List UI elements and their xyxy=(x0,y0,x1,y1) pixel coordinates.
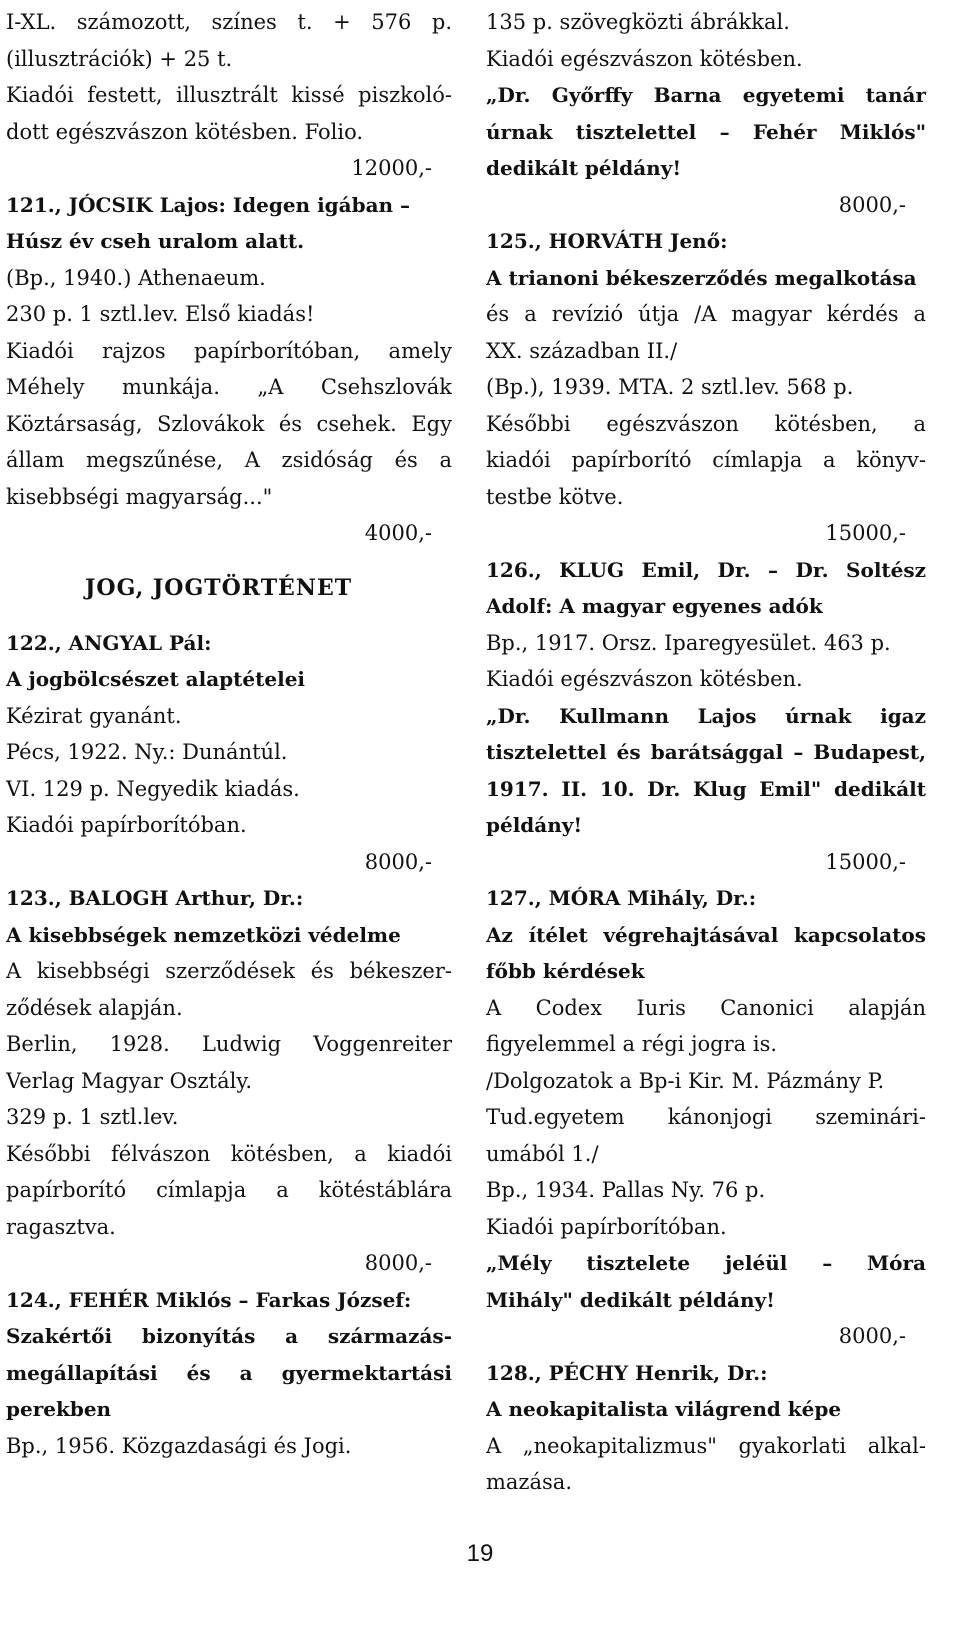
page-number: 19 xyxy=(466,1540,494,1567)
text-line: perekben xyxy=(6,1397,112,1421)
text-line: 128., PÉCHY Henrik, Dr.: xyxy=(486,1360,768,1385)
price: 15000,- xyxy=(825,521,906,545)
text-line: dott egészvászon kötésben. Folio. xyxy=(6,119,364,144)
text-line: „Dr. Kullmann Lajos úrnak igaz xyxy=(486,703,926,728)
text-line: A kisebbségek nemzetközi védelme xyxy=(6,922,401,947)
text-line: papírborító címlapja a kötéstáblára xyxy=(6,1178,452,1202)
text-line: 122., ANGYAL Pál: xyxy=(6,630,212,655)
text-line: mazása. xyxy=(486,1470,572,1494)
price: 8000,- xyxy=(838,192,906,217)
text-line: A „neokapitalizmus" gyakorlati alkal- xyxy=(486,1433,926,1458)
text-line: Köztársaság, Szlovákok és csehek. Egy xyxy=(6,411,452,436)
text-line: 329 p. 1 sztl.lev. xyxy=(6,1105,179,1129)
text-line: 127., MÓRA Mihály, Dr.: xyxy=(486,886,757,910)
text-line: Méhely munkája. „A Csehszlovák xyxy=(6,375,452,399)
text-line: Kiadói papírborítóban. xyxy=(6,813,247,837)
section-heading: JOG, JOGTÖRTÉNET xyxy=(85,574,353,601)
text-line: és a revízió útja /A magyar kérdés a xyxy=(486,302,926,326)
text-line: úrnak tisztelettel – Fehér Miklós" xyxy=(486,119,926,144)
text-line: A trianoni békeszerződés megalkotása xyxy=(486,265,917,290)
right-column xyxy=(486,4,926,1501)
text-line: 125., HORVÁTH Jenő: xyxy=(486,229,728,253)
text-line: Szakértői bizonyítás a származás- xyxy=(6,1324,452,1348)
text-line: Kiadói festett, illusztrált kissé piszkoló- xyxy=(6,83,452,107)
text-line: (Bp., 1940.) Athenaeum. xyxy=(6,265,266,290)
text-line: Berlin, 1928. Ludwig Voggenreiter xyxy=(6,1032,452,1056)
text-line: „Mély tisztelete jeléül – Móra xyxy=(486,1251,926,1275)
text-line: 124., FEHÉR Miklós – Farkas József: xyxy=(6,1287,412,1312)
price: 8000,- xyxy=(838,1324,906,1348)
text-line: 230 p. 1 sztl.lev. Első kiadás! xyxy=(6,302,315,326)
text-line: Az ítélet végrehajtásával kapcsolatos xyxy=(486,922,926,947)
text-line: XX. században II./ xyxy=(486,338,678,363)
text-line: 121., JÓCSIK Lajos: Idegen igában – xyxy=(6,192,411,217)
text-line: ragasztva. xyxy=(6,1214,116,1239)
price: 8000,- xyxy=(364,1251,432,1275)
text-line: főbb kérdések xyxy=(486,959,645,983)
price: 15000,- xyxy=(825,849,906,874)
text-line: megállapítási és a gyermektartási xyxy=(6,1360,452,1385)
text-line: Későbbi félvászon kötésben, a kiadói xyxy=(6,1141,452,1166)
text-line: állam megszűnése, A zsidóság és a xyxy=(6,448,452,472)
text-line: figyelemmel a régi jogra is. xyxy=(486,1032,778,1056)
text-line: Pécs, 1922. Ny.: Dunántúl. xyxy=(6,740,288,764)
text-line: /Dolgozatok a Bp-i Kir. M. Pázmány P. xyxy=(486,1068,885,1093)
text-line: 123., BALOGH Arthur, Dr.: xyxy=(6,886,304,910)
text-line: kisebbségi magyarság..." xyxy=(6,484,273,509)
text-line: Kiadói egészvászon kötésben. xyxy=(486,667,803,691)
text-line: Mihály" dedikált példány! xyxy=(486,1287,775,1312)
text-line: 126., KLUG Emil, Dr. – Dr. Soltész xyxy=(486,557,926,582)
text-line: tisztelettel és barátsággal – Budapest, xyxy=(486,740,926,764)
text-line: (illusztrációk) + 25 t. xyxy=(6,46,233,71)
price: 8000,- xyxy=(364,849,432,874)
text-line: példány! xyxy=(486,813,583,837)
text-line: ződések alapján. xyxy=(6,995,183,1020)
text-line: Adolf: A magyar egyenes adók xyxy=(486,594,823,618)
text-line: Későbbi egészvászon kötésben, a xyxy=(486,411,926,436)
text-line: Bp., 1934. Pallas Ny. 76 p. xyxy=(486,1178,766,1202)
text-line: Kiadói rajzos papírborítóban, amely xyxy=(6,338,452,363)
text-line: Tud.egyetem kánonjogi szeminári- xyxy=(486,1105,926,1129)
text-line: A neokapitalista világrend képe xyxy=(486,1397,842,1421)
text-line: testbe kötve. xyxy=(486,484,624,509)
text-line: 135 p. szövegközti ábrákkal. xyxy=(486,10,790,34)
text-line: Húsz év cseh uralom alatt. xyxy=(6,229,305,253)
text-line: kiadói papírborító címlapja a könyv- xyxy=(486,448,926,472)
text-line: „Dr. Győrffy Barna egyetemi tanár xyxy=(486,83,926,107)
price: 4000,- xyxy=(364,521,432,545)
text-line: 1917. II. 10. Dr. Klug Emil" dedikált xyxy=(486,776,926,801)
text-line: (Bp.), 1939. MTA. 2 sztl.lev. 568 p. xyxy=(486,375,854,399)
text-line: A Codex Iuris Canonici alapján xyxy=(486,995,926,1020)
text-line: A jogbölcsészet alaptételei xyxy=(6,667,306,691)
text-line: umából 1./ xyxy=(486,1141,599,1166)
text-line: I-XL. számozott, színes t. + 576 p. xyxy=(6,10,452,34)
left-column xyxy=(6,4,452,1464)
text-line: Bp., 1917. Orsz. Iparegyesület. 463 p. xyxy=(486,630,891,655)
text-line: Kézirat gyanánt. xyxy=(6,703,182,728)
text-line: Verlag Magyar Osztály. xyxy=(6,1068,253,1093)
text-line: dedikált példány! xyxy=(486,156,682,180)
text-line: Bp., 1956. Közgazdasági és Jogi. xyxy=(6,1433,352,1458)
text-line: A kisebbségi szerződések és békeszer- xyxy=(6,959,452,983)
text-line: Kiadói egészvászon kötésben. xyxy=(486,46,803,71)
price: 12000,- xyxy=(351,156,432,180)
text-line: VI. 129 p. Negyedik kiadás. xyxy=(6,776,300,801)
text-line: Kiadói papírborítóban. xyxy=(486,1214,727,1239)
